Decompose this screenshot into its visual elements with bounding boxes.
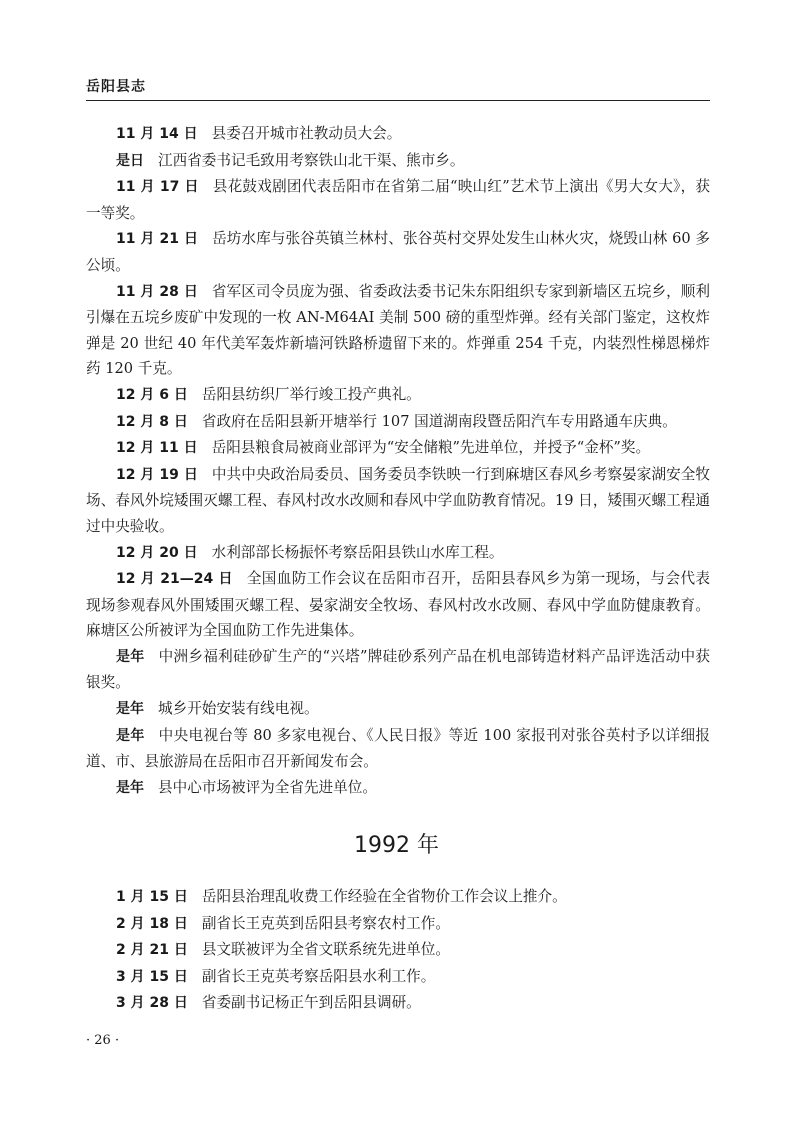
entry-text: 省委副书记杨正午到岳阳县调研。 [201,994,421,1012]
entry [86,382,710,409]
entry-text: 省军区司令员庞为强、省委政法委书记朱东阳组织专家到新墙区五垸乡，顺利引爆在五垸乡废矿中发现的一枚 AN-M64AI 美制 500 磅的重型炸弹。经有关部门鉴定，这枚炸弹是 20 世纪 40 年代美军轰炸新墙河铁路桥遗留下来的。炸弹重 254 千克，内装烈性梯恩梯炸药 120 千克。 [86,282,710,378]
entry-date: 12 月 21—24 日 [116,571,233,588]
entry-date: 12 月 19 日 [116,466,198,483]
entry-date: 1 月 15 日 [116,889,188,905]
entry-text: 副省长王克英考察岳阳县水利工作。 [201,967,436,985]
entry-text: 县中心市场被评为全省先进单位。 [158,778,377,796]
entry-text: 县委召开城市社教动员大会。 [211,125,402,142]
entry-date: 11 月 17 日 [116,179,199,196]
entry-date: 2 月 18 日 [116,915,188,932]
entry [86,990,710,1017]
header-rule [86,100,710,101]
entry-date: 是年 [116,727,145,744]
entry-text: 全国血防工作会议在岳阳市召开，岳阳县春风乡为第一现场，与会代表现场参观春风外围矮围灭螺工程、晏家湖安全牧场、春风村改水改厕、春风中学血防健康教育。麻塘区公所被评为全国血防工作先进集体。 [86,570,710,640]
entry-text: 县文联被评为全省文联系统先进单位。 [201,941,450,959]
entry [86,696,710,723]
entry [86,148,710,175]
entry-text: 城乡开始安装有线电视。 [158,700,319,718]
entry-text: 副省长王克英到岳阳县考察农村工作。 [201,914,450,932]
entry-date: 11 月 14 日 [116,126,198,142]
entry-text: 岳阳县粮食局被商业部评为“安全储粮”先进单位，并授予“金杯”奖。 [211,439,651,457]
entry-text: 水利部部长杨振怀考察岳阳县铁山水库工程。 [211,543,504,561]
entry-date: 3 月 15 日 [116,968,188,985]
entry-date: 11 月 21 日 [116,231,199,248]
entry [86,937,710,964]
entry-text: 中央电视台等 80 多家电视台、《人民日报》等近 100 家报刊对张谷英村予以详细报道、市、县旅游局在岳阳市召开新闻发布会。 [86,726,710,771]
entries-1992 [86,884,710,1017]
entry-date: 12 月 8 日 [116,413,188,430]
entry-date: 是日 [116,152,144,169]
entry [86,435,710,462]
entry [86,644,710,696]
entry [86,723,710,775]
entry [86,462,710,540]
entry-text: 中洲乡福利硅砂矿生产的“兴塔”牌硅砂系列产品在机电部铸造材料产品评选活动中获银奖。 [86,647,710,692]
running-header: 岳阳县志 [86,79,146,95]
entry-text: 岳阳县治理乱收费工作经验在全省物价工作会议上推介。 [201,888,567,905]
entry-date: 是年 [116,779,144,796]
entry-text: 江西省委书记毛致用考察铁山北干渠、熊市乡。 [158,151,465,169]
entry-date: 11 月 28 日 [116,283,198,300]
entry [86,540,710,567]
entry [86,226,710,278]
entry-date: 12 月 6 日 [116,386,188,403]
entry-text: 岳阳县纺织厂举行竣工投产典礼。 [201,385,421,403]
entry [86,964,710,991]
entry-date: 2 月 21 日 [116,942,188,959]
entry-text: 县花鼓戏剧团代表岳阳市在省第二届“映山红”艺术节上演出《男大女大》，获一等奖。 [86,178,710,222]
entry [86,174,710,226]
entry [86,884,710,911]
entry [86,911,710,938]
entry-date: 12 月 11 日 [116,440,198,457]
entry [86,409,710,436]
entry-date: 是年 [116,701,144,718]
entry-date: 12 月 20 日 [116,544,198,561]
entry-text: 中共中央政治局委员、国务委员李铁映一行到麻塘区春风乡考察晏家湖安全牧场、春风外垸矮围灭螺工程、春风村改水改厕和春风中学血防教育情况。19 日，矮围灭螺工程通过中央验收。 [86,465,710,535]
entries-1991 [86,121,710,801]
entry [86,121,710,148]
entry-text: 省政府在岳阳县新开塘举行 107 国道湖南段暨岳阳汽车专用路通车庆典。 [201,412,677,430]
entry-date: 是年 [116,648,145,665]
entry-date: 3 月 28 日 [116,995,188,1012]
page-number: · 26 · [86,1033,120,1048]
year-heading: 1992 年 [354,833,439,858]
entry [86,775,710,802]
entry [86,279,710,382]
entry [86,566,710,644]
entry-text: 岳坊水库与张谷英镇兰林村、张谷英村交界处发生山林火灾，烧毁山林 60 多公顷。 [86,230,710,274]
